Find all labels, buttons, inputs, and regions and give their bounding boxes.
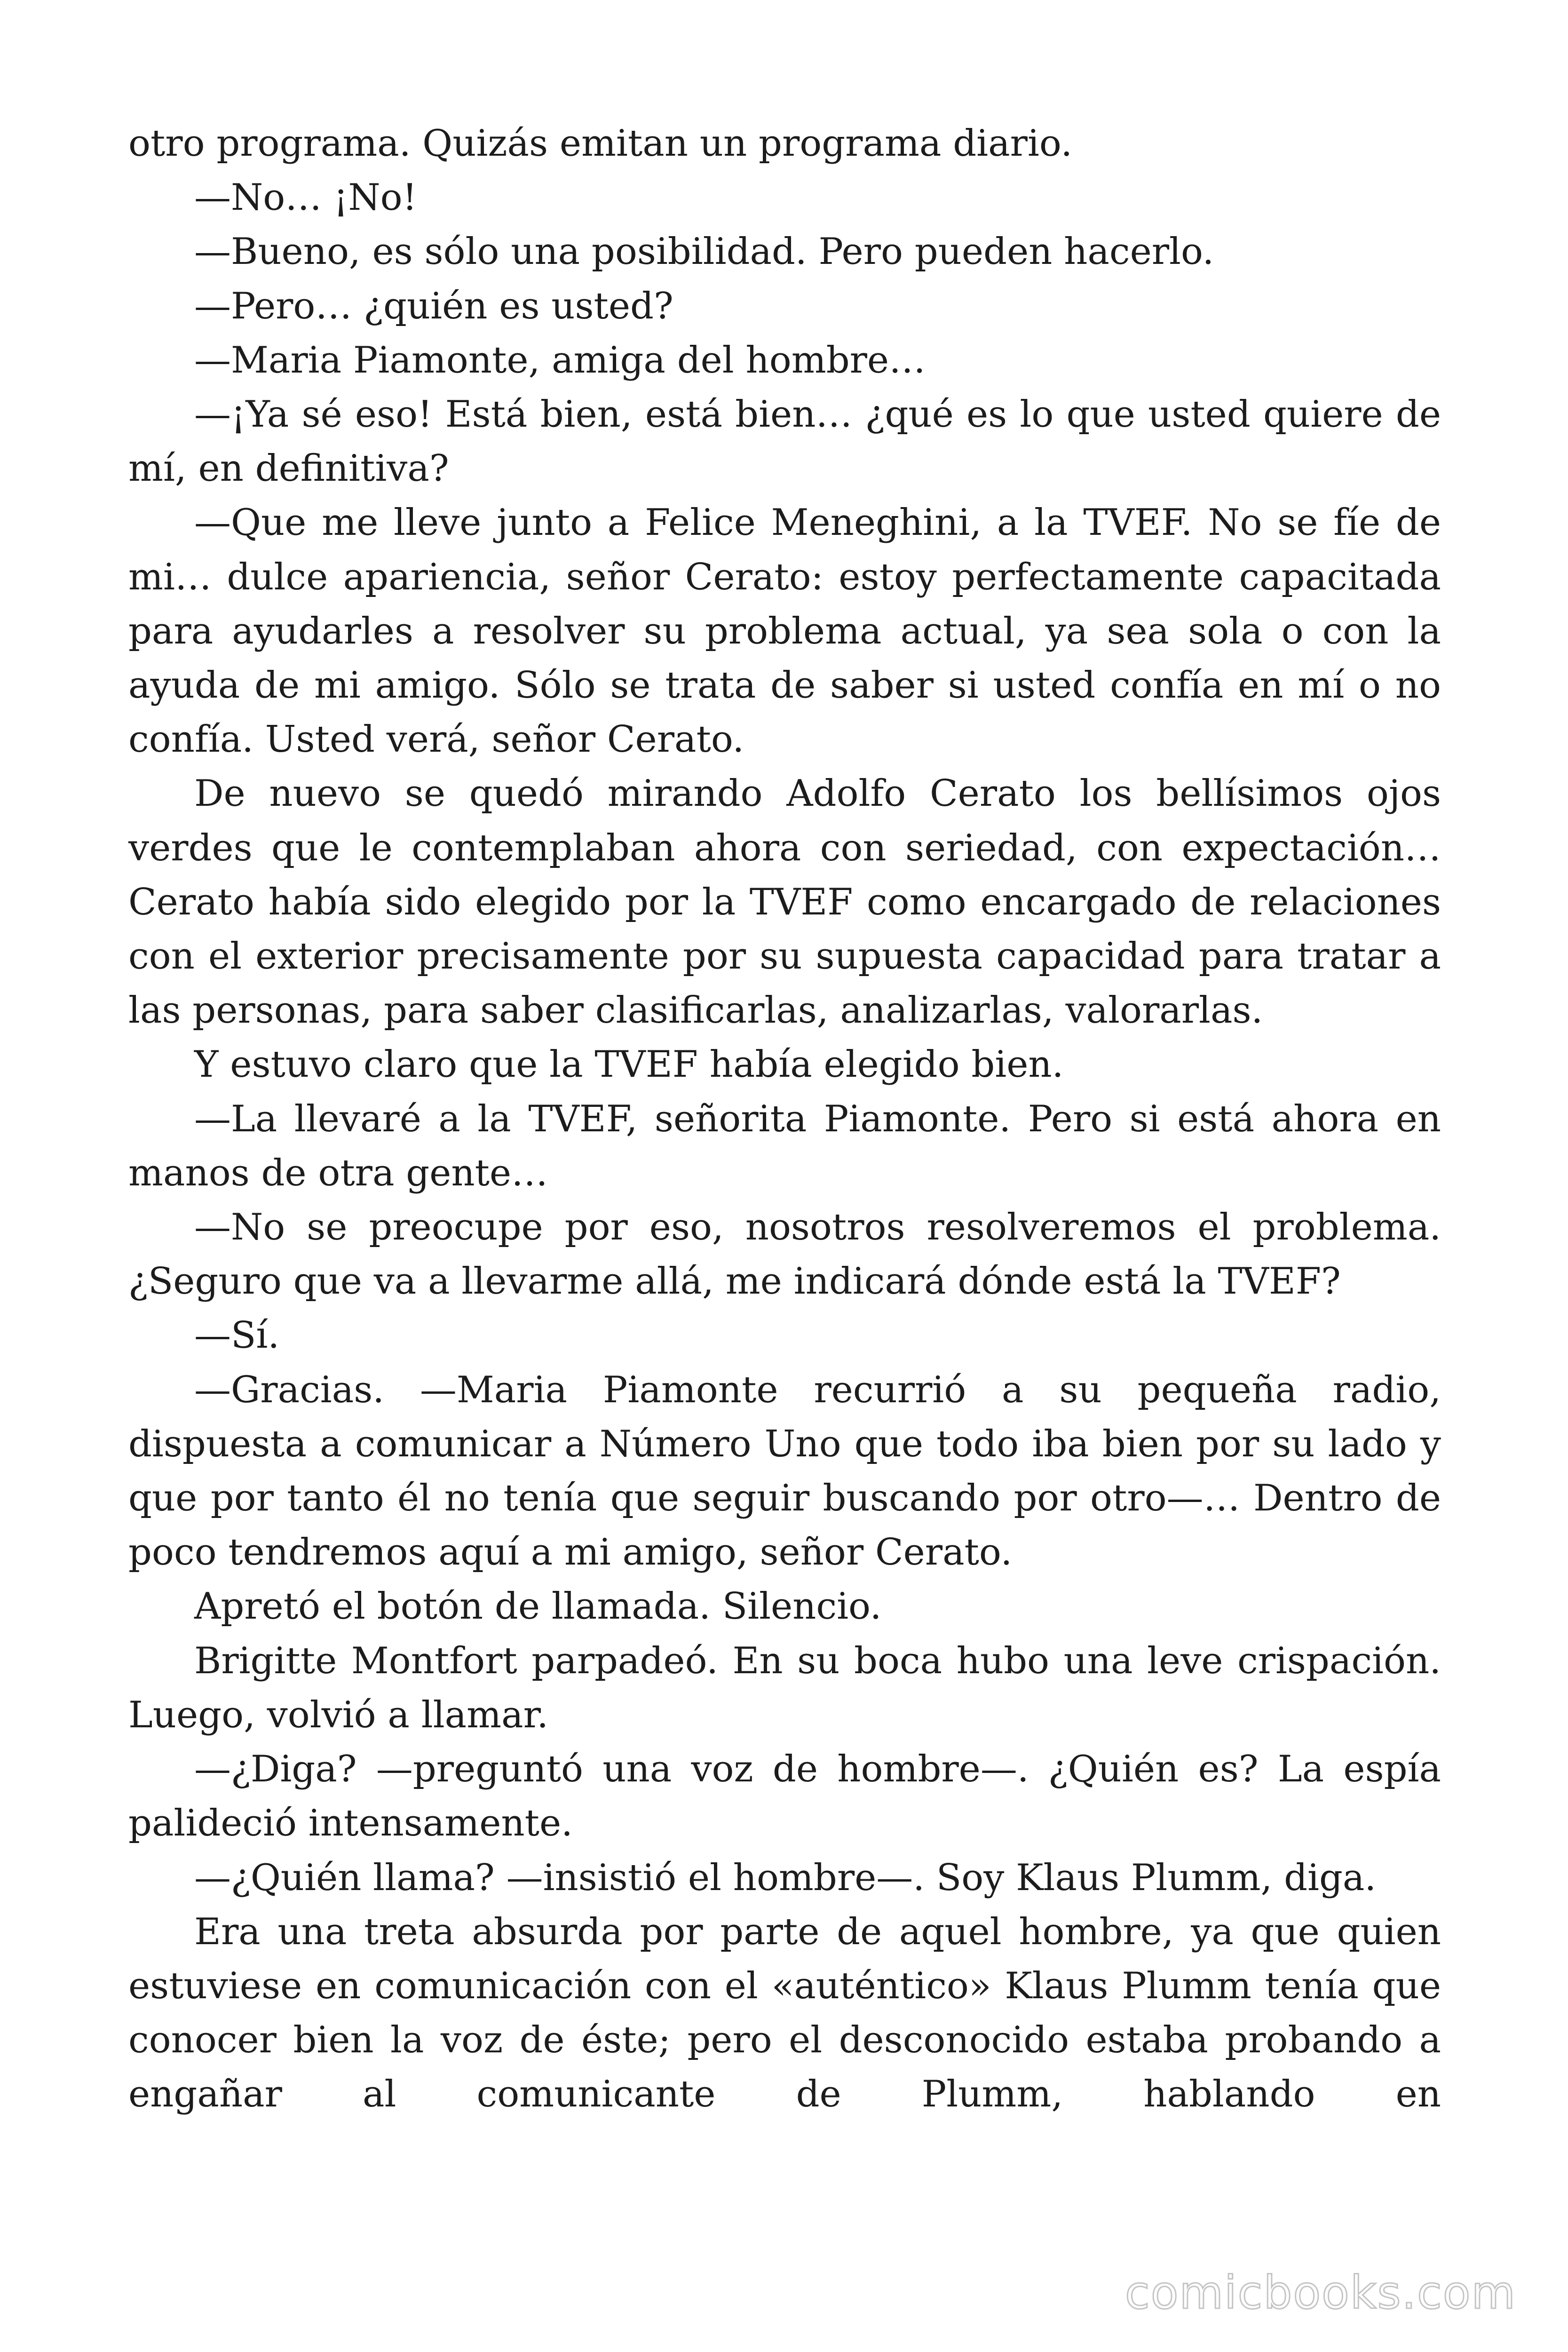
paragraph: Era una treta absurda por parte de aquel hombre, ya que quien estuviese en comunicación con el «auténtico» Klaus Plumm tenía que conocer bien la voz de éste; pero el desconocido estaba probando a engañar al comunicante de Plumm, hablando en — [128, 1910, 1441, 2116]
paragraph: —La llevaré a la TVEF, señorita Piamonte. Pero si está ahora en manos de otra gente… — [128, 1097, 1441, 1194]
paragraph: —¿Quién llama? —insistió el hombre—. Soy Klaus Plumm, diga. — [194, 1856, 1377, 1899]
paragraph: —Pero… ¿quién es usted? — [194, 285, 673, 327]
paragraph: Y estuvo claro que la TVEF había elegido bien. — [194, 1043, 1064, 1086]
paragraph: otro programa. Quizás emitan un programa diario. — [128, 122, 1073, 165]
paragraph: Brigitte Montfort parpadeó. En su boca hubo una leve crispación. Luego, volvió a llamar. — [128, 1639, 1441, 1736]
paragraph: Apretó el botón de llamada. Silencio. — [194, 1585, 882, 1628]
paragraph: —Bueno, es sólo una posibilidad. Pero pueden hacerlo. — [194, 230, 1214, 273]
paragraph: —No se preocupe por eso, nosotros resolveremos el problema. ¿Seguro que va a llevarme allá, me indicará dónde está la TVEF? — [128, 1206, 1441, 1303]
paragraph: —Que me lleve junto a Felice Meneghini, a la TVEF. No se fíe de mi… dulce apariencia, señor Cerato: estoy perfectamente capacitada para ayudarles a resolver su problema actual, ya sea sola o con la ayuda de mi amigo. Sólo se trata de saber si usted confía en mí o no confía. Usted verá, señor Cerato. — [128, 501, 1441, 761]
paragraph: —Gracias. —Maria Piamonte recurrió a su pequeña radio, dispuesta a comunicar a Número Uno que todo iba bien por su lado y que por tanto él no tenía que seguir buscando por otro—… Dentro de poco tendremos aquí a mi amigo, señor Cerato. — [128, 1368, 1441, 1574]
paragraph: —¿Diga? —preguntó una voz de hombre—. ¿Quién es? La espía palideció intensamente. — [128, 1748, 1441, 1845]
watermark: comicbooks.com — [1125, 2266, 1516, 2319]
paragraph: De nuevo se quedó mirando Adolfo Cerato los bellísimos ojos verdes que le contemplaban ahora con seriedad, con expectación… Cerato había sido elegido por la TVEF como encargado de relaciones con el exterior precisamente por su supuesta capacidad para tratar a las personas, para saber clasificarlas, analizarlas, valorarlas. — [128, 772, 1441, 1032]
paragraph: —No… ¡No! — [194, 176, 417, 219]
paragraph: —Maria Piamonte, amiga del hombre… — [194, 339, 926, 381]
paragraph: —Sí. — [194, 1314, 280, 1357]
paragraph: —¡Ya sé eso! Está bien, está bien… ¿qué es lo que usted quiere de mí, en definitiva? — [128, 393, 1441, 490]
book-page-text — [128, 117, 1441, 2122]
